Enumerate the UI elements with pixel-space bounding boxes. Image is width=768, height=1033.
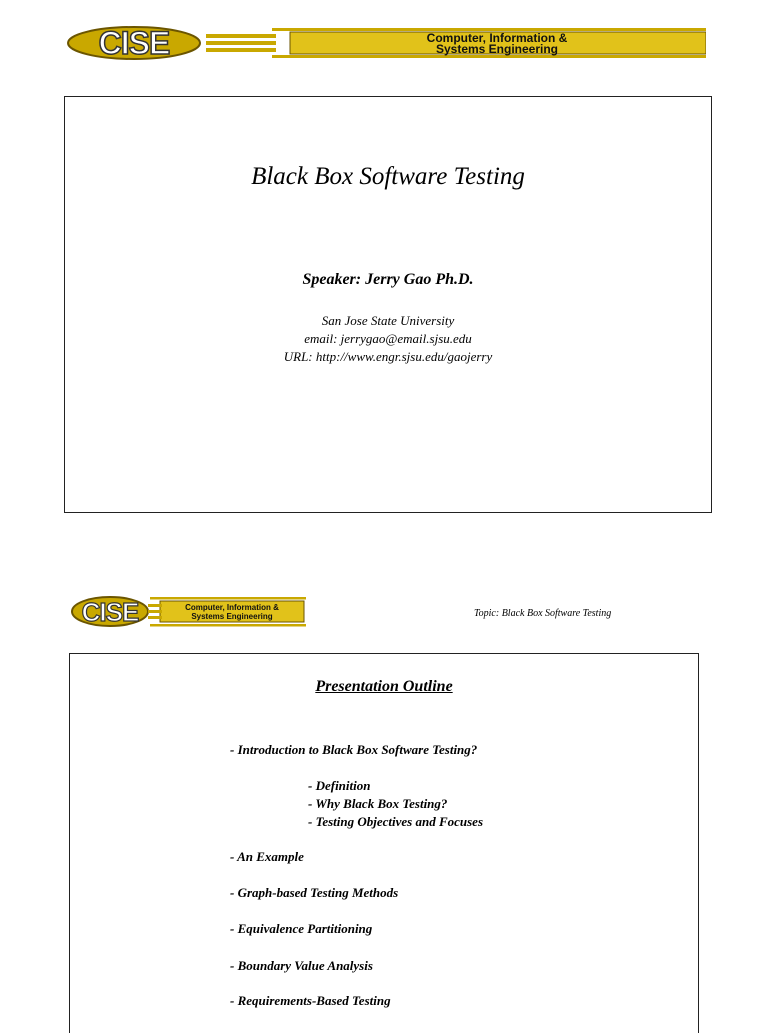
- slide-title: Black Box Software Testing: [251, 163, 525, 190]
- email-line: email: jerrygao@email.sjsu.edu: [304, 331, 472, 346]
- svg-text:Systems Engineering: Systems Engineering: [191, 612, 273, 621]
- logo-letters: CISE: [98, 25, 170, 61]
- outline-subitem: - Definition: [308, 778, 371, 793]
- speaker-line: Speaker: Jerry Gao Ph.D.: [302, 271, 474, 288]
- cise-logo-small: [70, 595, 306, 628]
- svg-text:Computer, Information &: Computer, Information &: [185, 603, 279, 612]
- outline-subitem: - Testing Objectives and Focuses: [308, 814, 484, 829]
- url-line: URL: http://www.engr.sjsu.edu/gaojerry: [283, 349, 493, 364]
- topic-label: Topic: Black Box Software Testing: [474, 608, 612, 619]
- outline-heading: Presentation Outline: [315, 678, 453, 695]
- dept-line1: Computer, Information &: [426, 31, 568, 45]
- outline-subitem: - Why Black Box Testing?: [308, 796, 448, 811]
- university-line: San Jose State University: [321, 313, 455, 328]
- affiliation-block: [65, 312, 711, 366]
- outline-slide: [69, 653, 699, 1033]
- outline-item: - Introduction to Black Box Software Testing?: [230, 742, 478, 757]
- outline-item: - Graph-based Testing Methods: [230, 885, 399, 900]
- outline-item: - Requirements-Based Testing: [230, 993, 391, 1008]
- dept-line2: Systems Engineering: [435, 42, 559, 56]
- title-slide: [64, 96, 712, 513]
- svg-text:CISE: CISE: [81, 597, 139, 627]
- outline-item: - Boundary Value Analysis: [230, 958, 373, 973]
- outline-item: - An Example: [230, 849, 304, 864]
- outline-item: - Equivalence Partitioning: [230, 921, 373, 936]
- cise-logo-large: [66, 25, 706, 61]
